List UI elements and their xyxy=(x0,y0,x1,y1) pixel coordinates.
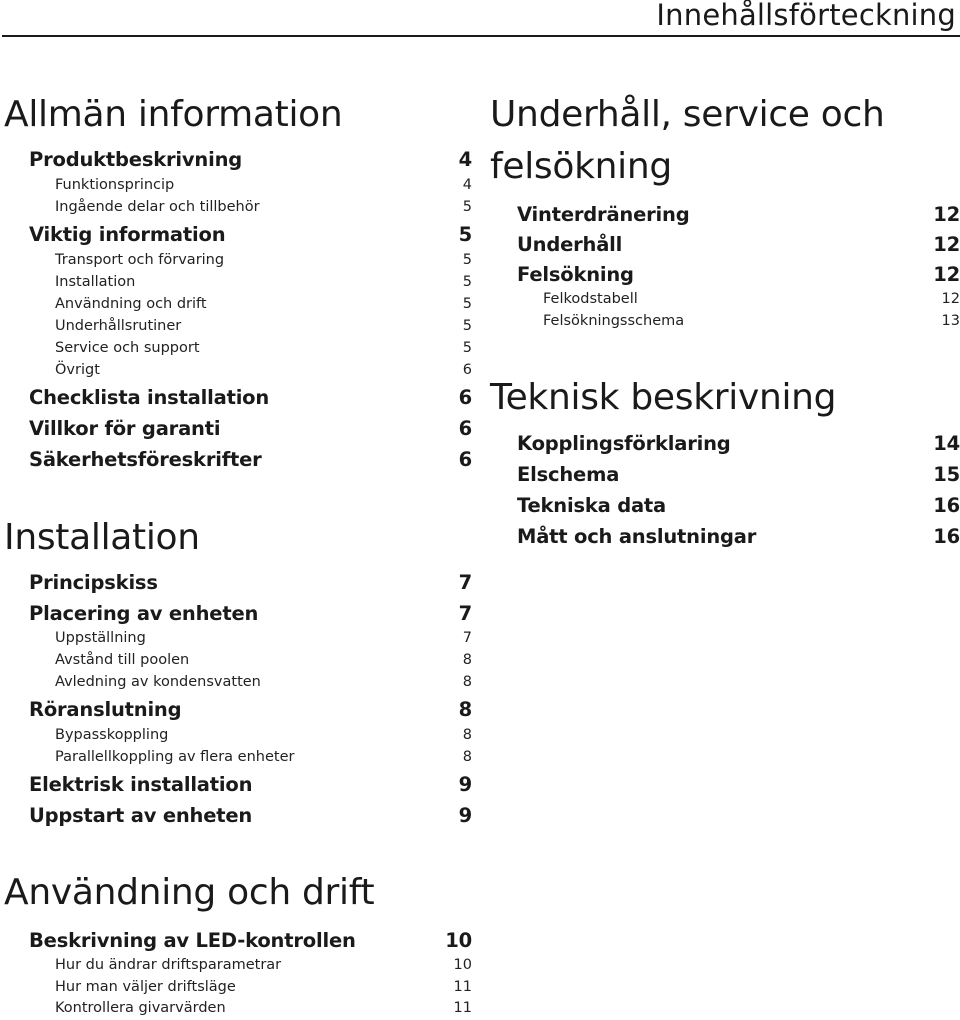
toc-entry[interactable] xyxy=(517,463,960,486)
toc-entry-label: Ingående delar och tillbehör xyxy=(55,199,260,215)
toc-entry-page: 13 xyxy=(941,313,960,329)
header-rule xyxy=(2,35,960,37)
section-title-underhall-line2: felsökning xyxy=(490,146,672,187)
toc-entry-page: 14 xyxy=(933,432,960,455)
toc-entry-page: 8 xyxy=(462,652,472,668)
toc-entry[interactable] xyxy=(29,448,472,471)
toc-entry-page: 8 xyxy=(458,698,472,721)
toc-entry-label: Vinterdränering xyxy=(517,203,690,226)
toc-entry-page: 5 xyxy=(462,296,472,312)
toc-entry-page: 7 xyxy=(458,602,472,625)
toc-entry-label: Checklista installation xyxy=(29,386,270,409)
toc-entry-label: Kopplingsförklaring xyxy=(517,432,731,455)
toc-entry[interactable] xyxy=(29,386,472,409)
toc-entry-page: 12 xyxy=(933,203,960,226)
toc-entry-label: Beskrivning av LED-kontrollen xyxy=(29,929,356,952)
toc-entry[interactable] xyxy=(55,1000,472,1016)
toc-entry-page: 8 xyxy=(462,749,472,765)
toc-entry[interactable] xyxy=(55,252,472,268)
toc-entry[interactable] xyxy=(543,291,960,307)
toc-entry-page: 5 xyxy=(462,199,472,215)
toc-entry-label: Säkerhetsföreskrifter xyxy=(29,448,262,471)
toc-entry-label: Transport och förvaring xyxy=(55,252,225,268)
toc-entry-page: 12 xyxy=(941,291,960,307)
toc-entry-label: Produktbeskrivning xyxy=(29,148,243,171)
toc-entry-page: 6 xyxy=(458,386,472,409)
toc-entry[interactable] xyxy=(55,296,472,312)
toc-entry[interactable] xyxy=(29,148,472,171)
toc-entry-page: 7 xyxy=(462,630,472,646)
toc-entry-label: Underhållsrutiner xyxy=(55,318,182,334)
toc-entry-label: Funktionsprincip xyxy=(55,177,175,193)
section-title-allman-information: Allmän information xyxy=(4,94,343,135)
toc-entry-label: Elschema xyxy=(517,463,620,486)
toc-entry-label: Parallellkoppling av flera enheter xyxy=(55,749,295,765)
toc-entry-page: 5 xyxy=(462,274,472,290)
toc-entry[interactable] xyxy=(55,749,472,765)
toc-entry-page: 5 xyxy=(458,223,472,246)
toc-entry[interactable] xyxy=(29,929,472,952)
toc-entry-page: 12 xyxy=(933,233,960,256)
toc-entry-label: Felsökningsschema xyxy=(543,313,685,329)
toc-entry-label: Tekniska data xyxy=(517,494,666,517)
toc-entry-page: 8 xyxy=(462,674,472,690)
toc-entry[interactable] xyxy=(29,698,472,721)
toc-entry-label: Underhåll xyxy=(517,233,623,256)
toc-entry-page: 5 xyxy=(462,252,472,268)
toc-entry-label: Mått och anslutningar xyxy=(517,525,757,548)
toc-entry-label: Principskiss xyxy=(29,571,158,594)
page-header-title: Innehållsförteckning xyxy=(656,0,956,32)
toc-entry-page: 4 xyxy=(458,148,472,171)
toc-entry[interactable] xyxy=(517,263,960,286)
toc-entry-label: Avstånd till poolen xyxy=(55,652,190,668)
toc-entry-page: 10 xyxy=(445,929,472,952)
toc-entry[interactable] xyxy=(55,630,472,646)
toc-entry[interactable] xyxy=(29,773,472,796)
toc-entry-label: Uppstart av enheten xyxy=(29,804,253,827)
toc-entry[interactable] xyxy=(55,274,472,290)
toc-entry[interactable] xyxy=(29,602,472,625)
toc-entry[interactable] xyxy=(55,362,472,378)
toc-entry-page: 5 xyxy=(462,340,472,356)
toc-entry[interactable] xyxy=(55,340,472,356)
toc-entry[interactable] xyxy=(543,313,960,329)
toc-entry[interactable] xyxy=(29,571,472,594)
toc-entry[interactable] xyxy=(517,203,960,226)
toc-entry-page: 7 xyxy=(458,571,472,594)
toc-entry-page: 9 xyxy=(458,804,472,827)
toc-entry-label: Installation xyxy=(55,274,136,290)
toc-entry-label: Viktig information xyxy=(29,223,226,246)
section-title-teknisk-beskrivning: Teknisk beskrivning xyxy=(490,377,837,418)
toc-entry[interactable] xyxy=(55,674,472,690)
toc-entry-label: Placering av enheten xyxy=(29,602,259,625)
toc-entry-page: 11 xyxy=(453,979,472,995)
toc-entry-page: 16 xyxy=(933,494,960,517)
toc-entry[interactable] xyxy=(55,727,472,743)
toc-entry-label: Hur man väljer driftsläge xyxy=(55,979,236,995)
toc-entry-page: 4 xyxy=(462,177,472,193)
toc-entry[interactable] xyxy=(517,432,960,455)
toc-entry-page: 8 xyxy=(462,727,472,743)
toc-entry-page: 12 xyxy=(933,263,960,286)
toc-entry-page: 11 xyxy=(453,1000,472,1016)
toc-entry-label: Övrigt xyxy=(55,362,100,378)
toc-entry[interactable] xyxy=(55,957,472,973)
toc-entry-page: 9 xyxy=(458,773,472,796)
toc-entry-label: Felsökning xyxy=(517,263,634,286)
toc-entry[interactable] xyxy=(517,494,960,517)
toc-entry[interactable] xyxy=(55,979,472,995)
section-title-installation: Installation xyxy=(4,517,200,558)
toc-entry[interactable] xyxy=(55,318,472,334)
toc-entry-label: Hur du ändrar driftsparametrar xyxy=(55,957,282,973)
toc-entry-page: 6 xyxy=(462,362,472,378)
toc-entry[interactable] xyxy=(517,525,960,548)
toc-entry-page: 15 xyxy=(933,463,960,486)
toc-entry[interactable] xyxy=(29,223,472,246)
section-title-underhall-line1: Underhåll, service och xyxy=(490,94,885,135)
toc-entry-page: 5 xyxy=(462,318,472,334)
toc-entry-label: Kontrollera givarvärden xyxy=(55,1000,226,1016)
toc-entry-label: Avledning av kondensvatten xyxy=(55,674,261,690)
toc-entry[interactable] xyxy=(517,233,960,256)
toc-entry-label: Service och support xyxy=(55,340,200,356)
toc-entry-label: Felkodstabell xyxy=(543,291,638,307)
toc-entry-page: 6 xyxy=(458,417,472,440)
toc-entry[interactable] xyxy=(29,417,472,440)
toc-entry-label: Elektrisk installation xyxy=(29,773,253,796)
toc-entry[interactable] xyxy=(55,199,472,215)
toc-entry-page: 10 xyxy=(453,957,472,973)
toc-entry-page: 6 xyxy=(458,448,472,471)
toc-entry[interactable] xyxy=(55,652,472,668)
toc-entry-label: Bypasskoppling xyxy=(55,727,169,743)
toc-entry[interactable] xyxy=(29,804,472,827)
toc-entry-page: 16 xyxy=(933,525,960,548)
toc-entry[interactable] xyxy=(55,177,472,193)
section-title-anvandning-och-drift: Användning och drift xyxy=(4,872,375,913)
toc-entry-label: Uppställning xyxy=(55,630,146,646)
toc-entry-label: Röranslutning xyxy=(29,698,182,721)
toc-entry-label: Villkor för garanti xyxy=(29,417,221,440)
toc-entry-label: Användning och drift xyxy=(55,296,207,312)
